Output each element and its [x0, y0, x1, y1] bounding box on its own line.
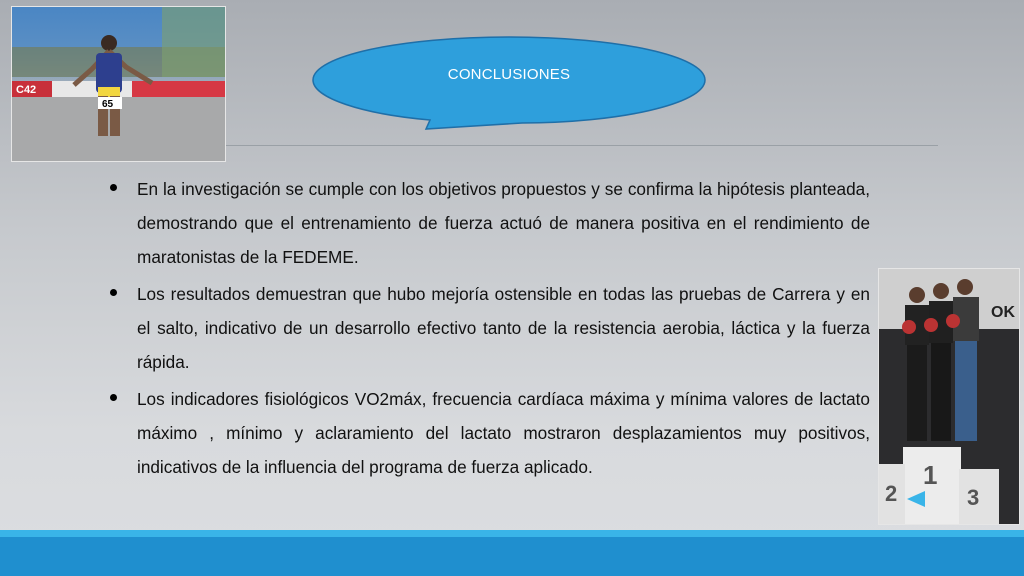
- list-item: [108, 277, 870, 379]
- conclusions-list: [108, 172, 870, 487]
- podium-number-3: 3: [967, 485, 980, 510]
- podium-number-1: 1: [923, 460, 938, 490]
- banner-mark: C42: [16, 84, 37, 96]
- runner-bib-number: 65: [102, 99, 114, 110]
- bullet-text: Los indicadores fisiológicos VO2máx, frecuencia cardíaca máxima y mínima valores de lactato máximo , mínimo y aclaramiento del lactato mostraron desplazamientos muy positivos, indicativos de la influencia del programa de fuerza aplicado.: [137, 389, 870, 477]
- speech-bubble-shape: [312, 36, 706, 132]
- podium-illustration: [879, 269, 1019, 524]
- podium-number-2: 2: [885, 481, 898, 506]
- bullet-text: Los resultados demuestran que hubo mejoría ostensible en todas las pruebas de Carrera y en el salto, indicativo de un desarrollo efectivo tanto de la resistencia aerobia, láctica y la fuerza rápida.: [137, 284, 870, 372]
- list-item: [108, 382, 870, 484]
- list-item: [108, 172, 870, 274]
- footer-bar: [0, 537, 1024, 576]
- podium-photo: [878, 268, 1020, 525]
- podium-banner-text: OK: [991, 304, 1015, 321]
- runner-finish-photo: [11, 6, 226, 162]
- bullet-icon: [110, 394, 117, 401]
- bullet-icon: [110, 289, 117, 296]
- footer-accent-bar: [0, 530, 1024, 537]
- slide-title: CONCLUSIONES: [447, 66, 571, 83]
- bullet-icon: [110, 184, 117, 191]
- title-bubble: [312, 36, 706, 132]
- bullet-text: En la investigación se cumple con los objetivos propuestos y se confirma la hipótesis planteada, demostrando que el entrenamiento de fuerza actuó de manera positiva en el rendimiento de maratonistas de la FEDEME.: [137, 179, 870, 267]
- header-divider: [226, 145, 938, 146]
- runner-illustration: [12, 7, 225, 161]
